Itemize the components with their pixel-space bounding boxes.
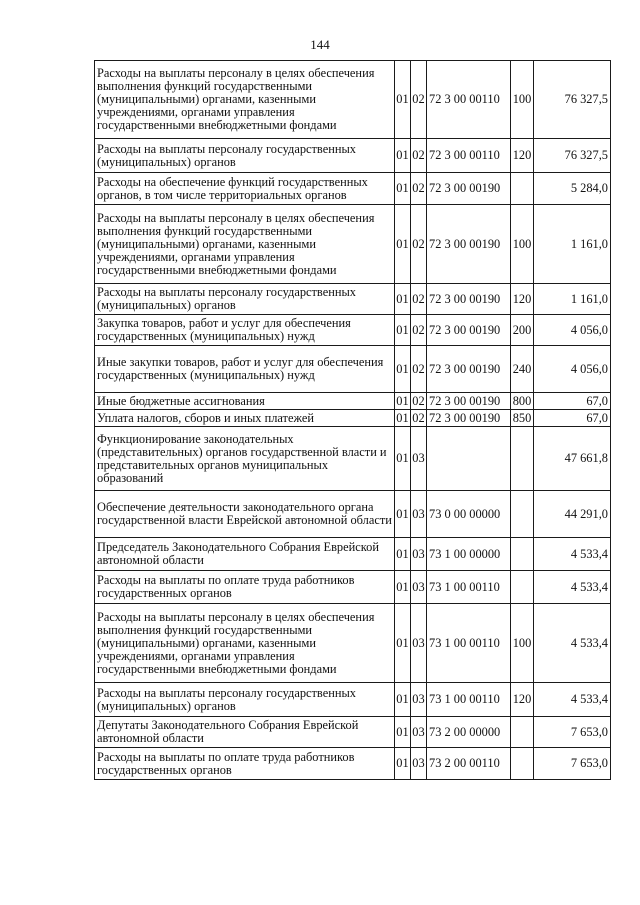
row-section: 01	[395, 538, 411, 571]
row-target-code: 73 1 00 00110	[427, 604, 511, 683]
row-section: 01	[395, 61, 411, 139]
row-section: 01	[395, 571, 411, 604]
table-row	[95, 139, 611, 173]
row-target-code: 72 3 00 00190	[427, 173, 511, 205]
row-name: Иные закупки товаров, работ и услуг для обеспечения государственных (муниципальных) нужд	[95, 346, 395, 393]
row-expense-type: 120	[511, 284, 534, 315]
row-name: Председатель Законодательного Собрания Еврейской автономной области	[95, 538, 395, 571]
row-expense-type: 240	[511, 346, 534, 393]
row-expense-type	[511, 571, 534, 604]
table-row	[95, 427, 611, 491]
row-expense-type: 100	[511, 604, 534, 683]
row-expense-type	[511, 717, 534, 748]
row-target-code: 72 3 00 00190	[427, 393, 511, 410]
row-subsection: 03	[411, 683, 427, 717]
row-subsection: 02	[412, 410, 425, 425]
row-target-code: 72 3 00 00190	[427, 284, 511, 315]
row-name: Расходы на выплаты персоналу в целях обеспечения выполнения функций государственными (муниципальными) органами, казенными учреждениями, органами управления государственными внебюджетными фондами	[95, 604, 395, 683]
row-amount: 76 327,5	[534, 61, 611, 139]
row-section: 01	[395, 683, 411, 717]
row-amount: 1 161,0	[534, 284, 611, 315]
table-row	[95, 346, 611, 393]
row-subsection: 02	[411, 315, 427, 346]
row-target-code: 72 3 00 00190	[427, 346, 511, 393]
row-subsection: 02	[412, 393, 425, 408]
row-target-code: 72 3 00 00190	[427, 410, 511, 427]
row-expense-type	[511, 427, 534, 491]
row-name: Расходы на выплаты персоналу государственных (муниципальных) органов	[95, 139, 395, 173]
row-subsection: 03	[411, 717, 427, 748]
row-amount: 1 161,0	[534, 205, 611, 284]
row-name: Закупка товаров, работ и услуг для обеспечения государственных (муниципальных) нужд	[95, 315, 395, 346]
row-name: Функционирование законодательных (представительных) органов государственной власти и представительных органов муниципальных образований	[95, 427, 395, 491]
table-row	[95, 410, 611, 427]
table-row	[95, 205, 611, 284]
row-subsection: 03	[411, 538, 427, 571]
row-amount: 44 291,0	[534, 491, 611, 538]
table-row	[95, 717, 611, 748]
row-amount: 7 653,0	[534, 748, 611, 780]
row-subsection: 03	[411, 571, 427, 604]
table-row	[95, 571, 611, 604]
table-row	[95, 748, 611, 780]
row-section: 01	[395, 748, 411, 780]
row-subsection: 03	[411, 748, 427, 780]
row-target-code: 73 0 00 00000	[427, 491, 511, 538]
row-amount: 4 056,0	[534, 346, 611, 393]
row-subsection: 02	[411, 61, 427, 139]
row-subsection: 02	[411, 346, 427, 393]
row-section: 01	[395, 284, 411, 315]
row-section: 01	[395, 346, 411, 393]
row-expense-type	[511, 748, 534, 780]
row-name: Расходы на выплаты персоналу в целях обеспечения выполнения функций государственными (муниципальными) органами, казенными учреждениями, органами управления государственными внебюджетными фондами	[95, 205, 395, 284]
row-subsection: 03	[411, 491, 427, 538]
row-expense-type	[511, 491, 534, 538]
row-expense-type: 120	[511, 683, 534, 717]
row-target-code: 73 1 00 00000	[427, 538, 511, 571]
table-row	[95, 61, 611, 139]
row-amount: 7 653,0	[534, 717, 611, 748]
row-expense-type: 800	[511, 393, 534, 410]
row-name: Расходы на обеспечение функций государственных органов, в том числе территориальных органов	[95, 173, 395, 205]
row-target-code: 73 1 00 00110	[427, 571, 511, 604]
row-section: 01	[395, 604, 411, 683]
table-row	[95, 538, 611, 571]
row-expense-type: 200	[511, 315, 534, 346]
row-name: Уплата налогов, сборов и иных платежей	[95, 410, 395, 427]
row-target-code: 72 3 00 00190	[427, 315, 511, 346]
row-amount: 47 661,8	[534, 427, 611, 491]
page-number: 144	[310, 37, 330, 52]
row-subsection: 03	[411, 604, 427, 683]
row-section: 01	[396, 410, 409, 425]
row-amount: 4 533,4	[534, 571, 611, 604]
row-target-code: 73 2 00 00000	[427, 717, 511, 748]
row-expense-type	[511, 538, 534, 571]
row-name: Расходы на выплаты по оплате труда работников государственных органов	[95, 748, 395, 780]
row-subsection: 02	[411, 284, 427, 315]
table-row	[95, 393, 611, 410]
row-expense-type: 100	[511, 205, 534, 284]
row-expense-type: 120	[511, 139, 534, 173]
table-row	[95, 683, 611, 717]
row-section: 01	[395, 205, 411, 284]
row-target-code: 73 2 00 00110	[427, 748, 511, 780]
row-subsection: 03	[411, 427, 427, 491]
row-section: 01	[395, 315, 411, 346]
row-section: 01	[395, 717, 411, 748]
row-target-code: 72 3 00 00110	[427, 61, 511, 139]
row-target-code: 73 1 00 00110	[427, 683, 511, 717]
row-target-code: 72 3 00 00190	[427, 205, 511, 284]
row-target-code	[427, 427, 511, 491]
row-section: 01	[395, 427, 411, 491]
table-row	[95, 491, 611, 538]
row-amount: 4 533,4	[534, 683, 611, 717]
row-amount: 67,0	[534, 393, 611, 410]
budget-table-body	[95, 61, 611, 780]
row-target-code: 72 3 00 00110	[427, 139, 511, 173]
row-subsection: 02	[411, 139, 427, 173]
table-row	[95, 173, 611, 205]
row-amount: 4 056,0	[534, 315, 611, 346]
row-name: Иные бюджетные ассигнования	[95, 393, 395, 410]
row-section: 01	[395, 173, 411, 205]
row-amount: 67,0	[534, 410, 611, 427]
row-subsection: 02	[411, 205, 427, 284]
row-amount: 76 327,5	[534, 139, 611, 173]
row-amount: 5 284,0	[534, 173, 611, 205]
table-row	[95, 604, 611, 683]
row-expense-type	[511, 173, 534, 205]
row-expense-type: 850	[511, 410, 534, 427]
row-name: Расходы на выплаты по оплате труда работников государственных органов	[95, 571, 395, 604]
row-name: Расходы на выплаты персоналу в целях обеспечения выполнения функций государственными (муниципальными) органами, казенными учреждениями, органами управления государственными внебюджетными фондами	[95, 61, 395, 139]
table-row	[95, 284, 611, 315]
budget-table	[94, 60, 611, 780]
row-subsection: 02	[411, 173, 427, 205]
row-name: Обеспечение деятельности законодательного органа государственной власти Еврейской автономной области	[95, 491, 395, 538]
row-expense-type: 100	[511, 61, 534, 139]
table-row	[95, 315, 611, 346]
row-section: 01	[395, 139, 411, 173]
row-amount: 4 533,4	[534, 538, 611, 571]
row-name: Расходы на выплаты персоналу государственных (муниципальных) органов	[95, 284, 395, 315]
row-section: 01	[395, 491, 411, 538]
row-section: 01	[396, 393, 409, 408]
row-name: Депутаты Законодательного Собрания Еврейской автономной области	[95, 717, 395, 748]
row-name: Расходы на выплаты персоналу государственных (муниципальных) органов	[95, 683, 395, 717]
row-amount: 4 533,4	[534, 604, 611, 683]
